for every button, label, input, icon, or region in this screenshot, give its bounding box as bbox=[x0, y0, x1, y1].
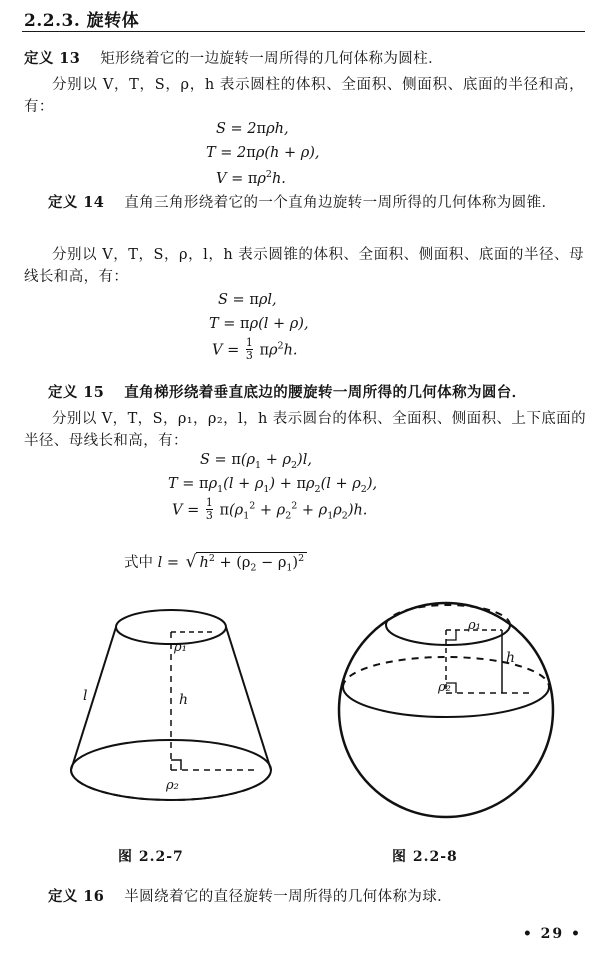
page-title bbox=[24, 6, 139, 31]
definition-16-label: 定义 16 bbox=[48, 888, 105, 905]
definition-16-text: 半圆绕着它的直径旋转一周所得的几何体称为球． bbox=[124, 889, 453, 905]
definition-15-body-text: 分别以 V，T，S，ρ₁，ρ₂，l，h 表示圆台的体积、全面积、侧面积、上下底面的半径、母线长和高，有： bbox=[24, 411, 586, 449]
formula-cone-V: V = $\frac{1}{3}$ $\pi\rho^2h$. bbox=[212, 336, 298, 362]
fraction-one-third: $\frac{1}{3}$ bbox=[245, 336, 253, 362]
section-title-text: 旋转体 bbox=[86, 11, 140, 31]
figure-sphere-label-r1: ρ₁ bbox=[468, 618, 481, 633]
fraction-one-third-2: $\frac{1}{3}$ bbox=[205, 496, 213, 522]
definition-16 bbox=[24, 886, 586, 908]
figure-sphere-caption-text: 图 2.2-8 bbox=[392, 849, 458, 865]
figure-sphere bbox=[316, 592, 576, 842]
sqrt-expression: √ $h^2 + (\rho_2 - \rho_1)^2$ bbox=[184, 552, 308, 574]
definition-13-body bbox=[24, 74, 584, 118]
formula-frustum-V: V = $\frac{1}{3}$ $\pi(\rho_1^2 + \rho_2^2 + \rho_1\rho_2)h$. bbox=[172, 496, 368, 522]
figure-sphere-caption bbox=[392, 846, 458, 866]
formula-cone-S: S = πρl, bbox=[218, 292, 277, 308]
figure-frustum-label-r2: ρ₂ bbox=[166, 778, 179, 793]
definition-13-label: 定义 13 bbox=[24, 50, 81, 67]
definition-15-label: 定义 15 bbox=[48, 384, 105, 401]
page-number: • 29 • bbox=[522, 926, 582, 942]
figure-sphere-label-r2: ρ₂ bbox=[438, 680, 451, 695]
definition-15-body bbox=[24, 408, 586, 452]
formula-cylinder-V: $V = \pi\rho^2h$. bbox=[216, 169, 286, 187]
figure-frustum-caption-text: 图 2.2-7 bbox=[118, 849, 184, 865]
definition-14-text: 直角三角形绕着它的一个直角边旋转一周所得的几何体称为圆锥． bbox=[124, 195, 557, 211]
figure-frustum bbox=[40, 592, 300, 842]
definition-14-body bbox=[24, 244, 584, 288]
figure-sphere-svg bbox=[316, 592, 576, 842]
figure-sphere-label-h: h bbox=[506, 650, 516, 666]
definition-15 bbox=[24, 382, 586, 404]
figure-frustum-label-l: l bbox=[83, 688, 88, 704]
definition-14 bbox=[24, 192, 586, 214]
definition-15-text: 直角梯形绕着垂直底边的腰旋转一周所得的几何体称为圆台． bbox=[124, 384, 527, 401]
definition-14-body-text: 分别以 V，T，S，ρ，l，h 表示圆锥的体积、全面积、侧面积、底面的半径、母线长和高，有： bbox=[24, 247, 584, 285]
definition-14-label: 定义 14 bbox=[48, 194, 105, 211]
formula-slant-height-note: 式中 l = √ $h^2 + (\rho_2 - \rho_1)^2$ bbox=[124, 551, 307, 574]
definition-13 bbox=[24, 48, 584, 70]
figure-frustum-label-h: h bbox=[179, 692, 189, 708]
formula-cylinder-T: T = 2πρ(h + ρ), bbox=[206, 145, 320, 161]
definition-13-text: 矩形绕着它的一边旋转一周所得的几何体称为圆柱． bbox=[100, 51, 443, 67]
definition-13-body-text: 分别以 V，T，S，ρ，h 表示圆柱的体积、全面积、侧面积、底面的半径和高，有： bbox=[24, 77, 584, 115]
figure-frustum-caption bbox=[118, 846, 184, 866]
formula-cone-T: T = πρ(l + ρ), bbox=[209, 316, 309, 332]
section-number: 2.2.3. bbox=[24, 11, 81, 31]
formula-frustum-S: $S = \pi(\rho_1 + \rho_2)l$, bbox=[200, 452, 312, 471]
header-rule bbox=[22, 31, 585, 32]
figure-frustum-label-r1: ρ₁ bbox=[174, 640, 187, 655]
formula-cylinder-S: S = 2πρh, bbox=[216, 121, 289, 137]
figure-frustum-svg bbox=[40, 592, 300, 842]
formula-frustum-T: $T = \pi\rho_1(l + \rho_1) + \pi\rho_2(l + \rho_2)$, bbox=[168, 476, 378, 495]
